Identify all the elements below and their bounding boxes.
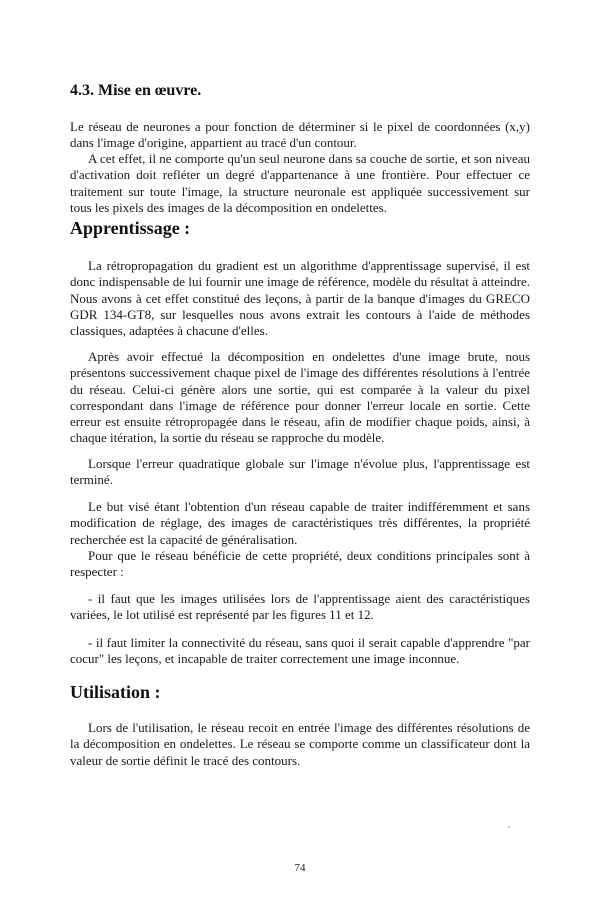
paragraph-mise-en-oeuvre-2: A cet effet, il ne comporte qu'un seul neurone dans sa couche de sortie, et son niveau d'activation doit refléter un degré d'appartenance à une frontière. Pour effectuer ce traitement sur toute l'image, la structure neuronale est appliquée successivement sur tous les pixels des images de la décomposition en ondelettes. bbox=[70, 151, 530, 215]
paragraph-apprentissage-5: Pour que le réseau bénéficie de cette propriété, deux conditions principales sont à respecter : bbox=[70, 548, 530, 580]
section-heading-utilisation: Utilisation : bbox=[70, 682, 161, 702]
paragraph-apprentissage-3: Lorsque l'erreur quadratique globale sur l'image n'évolue plus, l'apprentissage est terminé. bbox=[70, 456, 530, 488]
paragraph-apprentissage-6: - il faut que les images utilisées lors de l'apprentissage aient des caractéristiques variées, le lot utilisé est représenté par les figures 11 et 12. bbox=[70, 591, 530, 623]
paragraph-apprentissage-1: La rétropropagation du gradient est un algorithme d'apprentissage supervisé, il est donc indispensable de lui fournir une image de référence, modèle du résultat à atteindre. Nous avons à cet effet constitué des leçons, à partir de la banque d'images du GRECO GDR 134-GT8, sur lesquelles nous avons extrait les contours à l'aide de méthodes classiques, adaptées à chacune d'elles. bbox=[70, 258, 530, 339]
section-heading-mise-en-oeuvre: 4.3. Mise en œuvre. bbox=[70, 82, 202, 99]
scan-speck bbox=[508, 826, 510, 828]
paragraph-mise-en-oeuvre-1: Le réseau de neurones a pour fonction de déterminer si le pixel de coordonnées (x,y) dans l'image d'origine, appartient au tracé d'un contour. bbox=[70, 119, 530, 151]
paragraph-apprentissage-7: - il faut limiter la connectivité du réseau, sans quoi il serait capable d'apprendre "par cocur" les leçons, et incapable de traiter correctement une image inconnue. bbox=[70, 635, 530, 667]
paragraph-apprentissage-2: Après avoir effectué la décomposition en ondelettes d'une image brute, nous présentons successivement chaque pixel de l'image des différentes résolutions à l'entrée du réseau. Celui-ci génère alors une sortie, qui est comparée à la valeur du pixel correspondant dans l'image de référence pour donner l'erreur locale en sortie. Cette erreur est ensuite rétropropagée dans le réseau, afin de modifier chaque poids, ainsi, à chaque itération, la sortie du réseau se rapproche du modèle. bbox=[70, 349, 530, 446]
page-number: 74 bbox=[294, 862, 306, 874]
section-heading-apprentissage: Apprentissage : bbox=[70, 218, 191, 238]
paragraph-apprentissage-4: Le but visé étant l'obtention d'un réseau capable de traiter indifféremment et sans modification de réglage, des images de caractéristiques très différentes, la propriété recherchée est la capacité de généralisation. bbox=[70, 499, 530, 547]
paragraph-utilisation-1: Lors de l'utilisation, le réseau recoit en entrée l'image des différentes résolutions de la décomposition en ondelettes. Le réseau se comporte comme un classificateur dont la valeur de sortie définit le tracé des contours. bbox=[70, 720, 530, 768]
